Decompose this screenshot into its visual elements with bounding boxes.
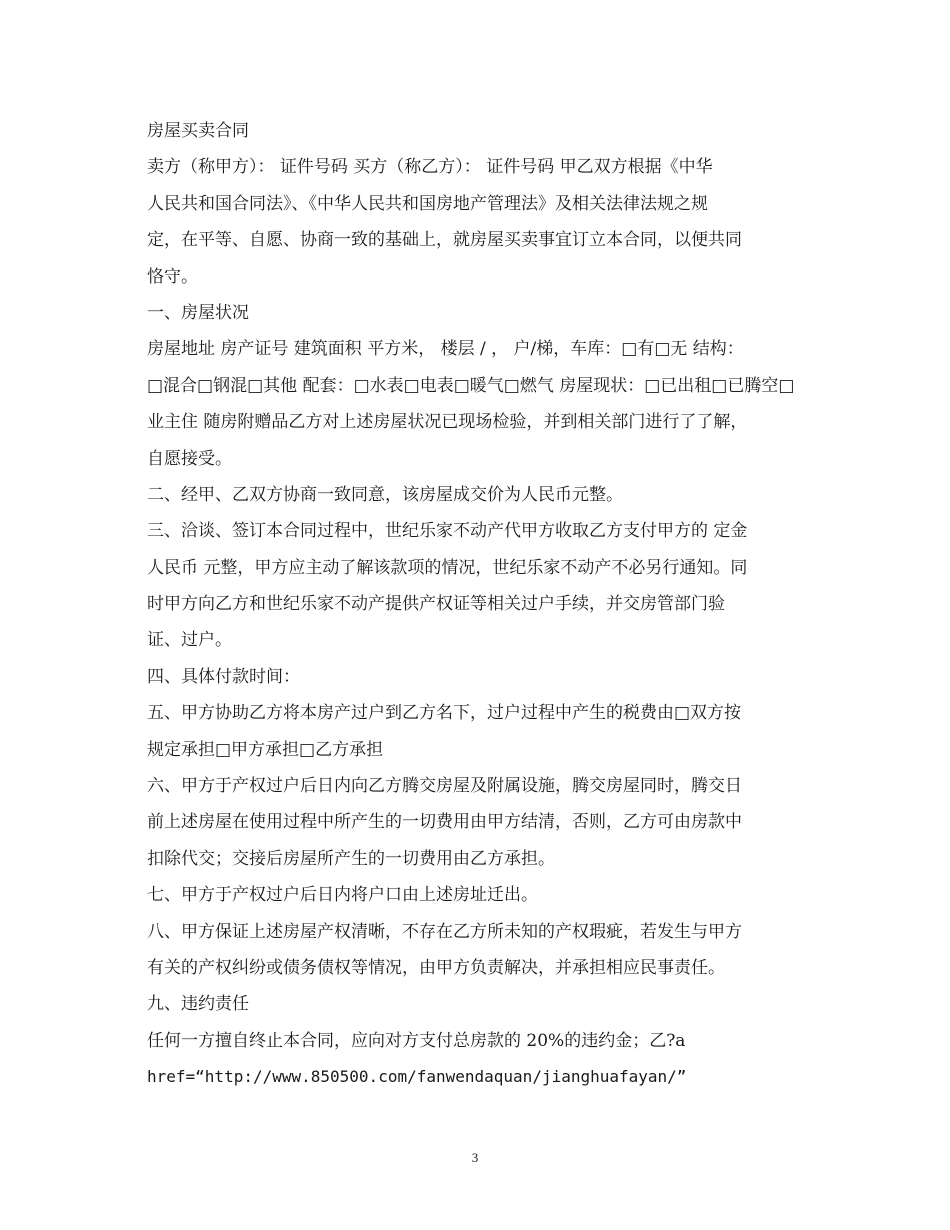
clause-line: 有关的产权纠纷或债务债权等情况，由甲方负责解决，并承担相应民事责任。 xyxy=(147,957,725,978)
paragraph-line: 自愿接受。 xyxy=(147,448,232,469)
clause-line: 六、甲方于产权过户后日内向乙方腾交房屋及附属设施，腾交房屋同时，腾交日 xyxy=(147,776,742,797)
paragraph-line: 人民共和国合同法》、《中华人民共和国房地产管理法》及相关法律法规之规 xyxy=(147,193,708,214)
section-heading: 一、房屋状况 xyxy=(147,302,249,323)
paragraph-line: 房屋地址 房产证号 建筑面积 平方米， 楼层 / ， 户/梯，车库：□有□无 结构： xyxy=(147,339,744,360)
clause-line: 八、甲方保证上述房屋产权清晰，不存在乙方所未知的产权瑕疵，若发生与甲方 xyxy=(147,921,742,942)
clause-line: 人民币 元整，甲方应主动了解该款项的情况，世纪乐家不动产不必另行通知。同 xyxy=(147,557,748,578)
clause-line: 四、具体付款时间： xyxy=(147,666,300,687)
paragraph-line: 定，在平等、自愿、协商一致的基础上，就房屋买卖事宜订立本合同，以便共同 xyxy=(147,230,742,251)
paragraph-line: □混合□钢混□其他 配套：□水表□电表□暖气□燃气 房屋现状：□已出租□已腾空□ xyxy=(147,375,795,396)
clause-line: 三、洽谈、签订本合同过程中，世纪乐家不动产代甲方收取乙方支付甲方的 定金 xyxy=(147,521,748,542)
clause-line: 任何一方擅自终止本合同，应向对方支付总房款的 20%的违约金；乙?a xyxy=(147,1030,686,1051)
clause-line: 规定承担□甲方承担□乙方承担 xyxy=(147,739,384,760)
clause-line: 扣除代交；交接后房屋所产生的一切费用由乙方承担。 xyxy=(147,848,555,869)
paragraph-line: 卖方（称甲方）： 证件号码 买方（称乙方）： 证件号码 甲乙双方根据《中华 xyxy=(147,157,713,178)
clause-line: 前上述房屋在使用过程中所产生的一切费用由甲方结清，否则，乙方可由房款中 xyxy=(147,812,742,833)
contract-body xyxy=(147,113,817,1096)
paragraph-line: 业主住 随房附赠品乙方对上述房屋状况已现场检验，并到相关部门进行了了解， xyxy=(147,412,748,433)
clause-line: 二、经甲、乙双方协商一致同意，该房屋成交价为人民币元整。 xyxy=(147,484,623,505)
clause-line: 时甲方向乙方和世纪乐家不动产提供产权证等相关过户手续，并交房管部门验 xyxy=(147,594,725,615)
clause-line: 七、甲方于产权过户后日内将户口由上述房址迁出。 xyxy=(147,885,538,906)
clause-line: 证、过户。 xyxy=(147,630,232,651)
paragraph-line: 恪守。 xyxy=(147,266,198,287)
document-title: 房屋买卖合同 xyxy=(147,121,249,141)
href-line: href=“http://www.850500.com/fanwendaquan/jianghuafayan/” xyxy=(147,1067,687,1087)
section-heading: 九、违约责任 xyxy=(147,994,249,1015)
page-number: 3 xyxy=(471,1150,479,1165)
clause-line: 五、甲方协助乙方将本房产过户到乙方名下，过户过程中产生的税费由□双方按 xyxy=(147,703,742,724)
